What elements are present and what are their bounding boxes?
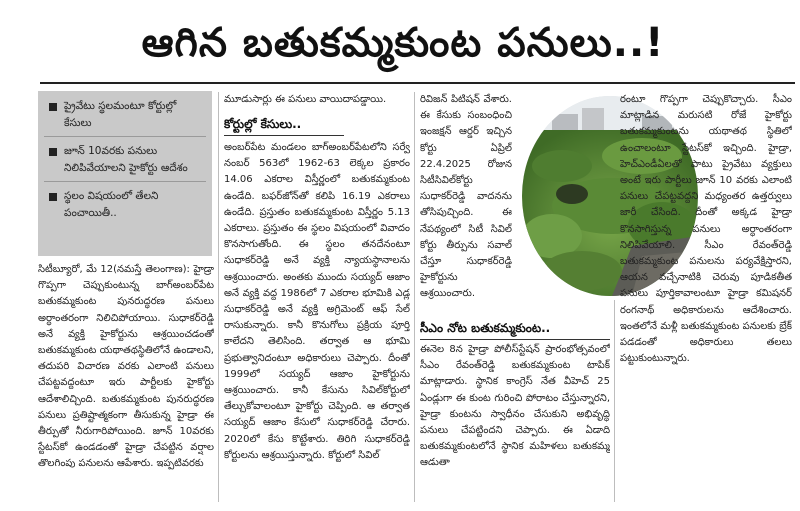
body-text: అంబర్‌పేట మండలం బాగ్‌అంబర్‌పేటలోని సర్వే నంబర్ 563లో 1962-63 లెక్కల ప్రకారం 14.06 ఎకరాల విస్తీర్ణంలో బతుకమ్మకుంట ఉండేది. బఫర్‌జోన్‌తో కలిపి 16.19 ఎకరాలు ఉండేది. ప్రస్తుతం బతుకమ్మకుంట విస్తీర్ణం 5.13 ఎకరాలు. ప్రస్తుతం ఈ స్థలం విషయంలో వివాదం కొనసాగుతోంది. ఈ స్థలం తనదేనంటూ సుధాకర్‌రెడ్డి అనే వ్యక్తి న్యాయస్థానాలను ఆశ్రయించారు. అంతకు ముందు సయ్యద్ ఆజాం అనే వ్యక్తి వద్ద 1986లో 7 ఎకరాల భూమికి ఎడ్ల సుధాకర్‌రెడ్డి అనే వ్యక్తి అగ్రిమెంట్ ఆఫ్ సేల్ రాసుకున్నారు. కానీ కొనుగోలు ప్రక్రియ పూర్తి కాలేదని తెలిసింది. తర్వాత ఆ భూమి ప్రభుత్వానిదంటూ అధికారులు చెప్పారు. దీంతో 1999లో సయ్యద్ ఆజాం హైకోర్టును ఆశ్రయించారు. కానీ కేసును సివిల్‌కోర్టులో తేల్చుకోవాలంటూ హైకోర్టు చెప్పింది. ఆ తర్వాత సయ్యద్ ఆజాం కేసులో సుధాకర్‌రెడ్డి చేరారు. 2020లో కేసు కొట్టేశారు. తిరిగి సుధాకర్‌రెడ్డి కోర్టులను ఆశ్రయిస్తున్నారు. కోర్టులో సివిల్	[224, 142, 410, 461]
body-text: మూడుసార్లు ఈ పనులు వాయిదాపడ్డాయి.	[224, 94, 387, 105]
subheading-courts	[224, 116, 344, 136]
highlight-item	[38, 91, 212, 136]
highlight-text: జూన్ 10వరకు పనులు నిలిపివేయాలని హైకోర్టు ఆదేశం	[64, 145, 188, 174]
article-column-2	[224, 92, 410, 114]
column-divider	[614, 300, 615, 502]
subheading-text: సీఎం నోట బతుకమ్మకుంట..	[420, 321, 551, 335]
column-divider	[414, 92, 415, 502]
subheading-text: కోర్టుల్లో కేసులు..	[224, 117, 302, 131]
body-text: ఈనెల 8న హైడ్రా పోలీస్‌స్టేషన్ ప్రారంభోత్సవంలో సీఎం రేవంత్‌రెడ్డి బతుకమ్మకుంట టాపిక్ మాట్లాడారు. స్థానిక కాంగ్రెస్ నేత వీహెచ్ 25 ఏండ్లుగా ఈ కుంట గురించి పోరాటం చేస్తున్నారని, హైడ్రా కుంటను స్వాధీనం చేసుకుని అభివృద్ధి పనులు చేపట్టిందని చెప్పారు. ఈ ఏడాది బతుకమ్మకుంటలోనే స్థానిక మహిళలు బతుకమ్మ ఆడుతా	[420, 344, 610, 469]
column-divider	[218, 92, 219, 502]
body-text: సిటీబ్యూరో, మే 12(నమస్తే తెలంగాణ): హైడ్రా గొప్పగా చెప్పుకుంటున్న బాగ్‌అంబర్‌పేట బతుకమ్మకుంట పునరుద్ధరణ పనులు అర్ధాంతరంగా నిలిచిపోయాయి. సుధాకర్‌రెడ్డి అనే వ్యక్తి హైకోర్టును ఆశ్రయించడంతో బతుకమ్మకుంట యథాతథస్థితిలోనే ఉండాలని, తదుపరి విచారణ వరకు ఎలాంటి పనులు చేపట్టవద్దంటూ ఇరు పార్టీలకు హైకోర్టు ఆదేశాలిచ్చింది. బతుకమ్మకుంట పునరుద్ధరణ పనులు ప్రతిష్టాత్మకంగా తీసుకున్న హైడ్రా ఈ తీర్పుతో నీరుగారిపోయింది. జూన్ 10వరకు స్టేటస్‌కో ఉండడంతో హైడ్రా చేపట్టిన వర్షాల తొలగింపు పనులను ఆపేశారు. ఇప్పటివరకు	[38, 264, 214, 470]
body-text: రంటూ గొప్పగా చెప్పుకొచ్చారు. సీఎం మాట్లాడిన మరుసటి రోజే హైకోర్టు బతుకమ్మకుంటను యథాతథ స్థితిలో ఉంచాలంటూ స్టేటస్‌కో ఇచ్చింది. హైడ్రా, హెచ్‌ఎండీఏలతో పాటు ప్రైవేటు వ్యక్తులు అంటే ఇరు పార్టీలు జూన్ 10 వరకు ఎలాంటి పనులు చేపట్టవద్దని మధ్యంతర ఉత్తర్వులు జారీ చేసింది. దీంతో అక్కడ హైడ్రా కొనసాగిస్తున్న పనులు అర్ధాంతరంగా నిలిపివేయాలి. సీఎం రేవంత్‌రెడ్డి బతుకమ్మకుంట పనులను పర్యవేక్షిస్తారని, ఆయన వచ్చేనాటికి చెరువు పూడికతీత పనులు పూర్తికావాలంటూ హైడ్రా కమిషనర్ రంగనాథ్ అధికారులను ఆదేశించారు. ఇంతలోనే మళ్లీ బతుకమ్మకుంట పనులకు బ్రేక్ పడడంతో అధికారులు తలలు పట్టుకుంటున్నారు.	[620, 94, 792, 365]
body-text: రివిజన్ పిటిషన్ వేశారు. ఈ కేసుకు సంబంధించి ఇంజక్షన్ ఆర్డర్ ఇచ్చిన కోర్టు ఏప్రిల్ 22.4.2025 రోజున సిటీసివిల్‌కోర్టు సుధాకర్‌రెడ్డి వాదనను తోసిపుచ్చింది. ఈ నేపథ్యంలో సిటీ సివిల్ కోర్టు తీర్పును సవాల్ చేస్తూ సుధాకర్‌రెడ్డి హైకోర్టును ఆశ్రయించారు.	[420, 94, 512, 300]
subheading-rule	[224, 135, 344, 136]
article-column-2-body	[224, 140, 410, 502]
subheading-cm	[420, 320, 610, 340]
highlight-text: స్థలం విషయంలో తేలని పంచాయితీ..	[64, 190, 159, 219]
highlights-box	[38, 91, 212, 256]
headline: ఆగిన బతుకమ్మకుంట పనులు..!	[141, 20, 665, 66]
article-column-3	[420, 92, 512, 316]
highlight-text: ప్రైవేటు స్థలమంటూ కోర్టుల్లో కేసులు	[64, 100, 177, 129]
subheading-rule	[420, 339, 610, 340]
article-column-4	[620, 92, 792, 502]
highlight-item	[38, 182, 212, 226]
bullet-square-icon	[49, 148, 57, 156]
article-column-1	[38, 262, 214, 502]
bullet-square-icon	[49, 193, 57, 201]
article-column-3-body	[420, 342, 610, 502]
highlight-item	[38, 137, 212, 181]
bullet-square-icon	[49, 103, 57, 111]
headline-rule	[40, 82, 795, 84]
